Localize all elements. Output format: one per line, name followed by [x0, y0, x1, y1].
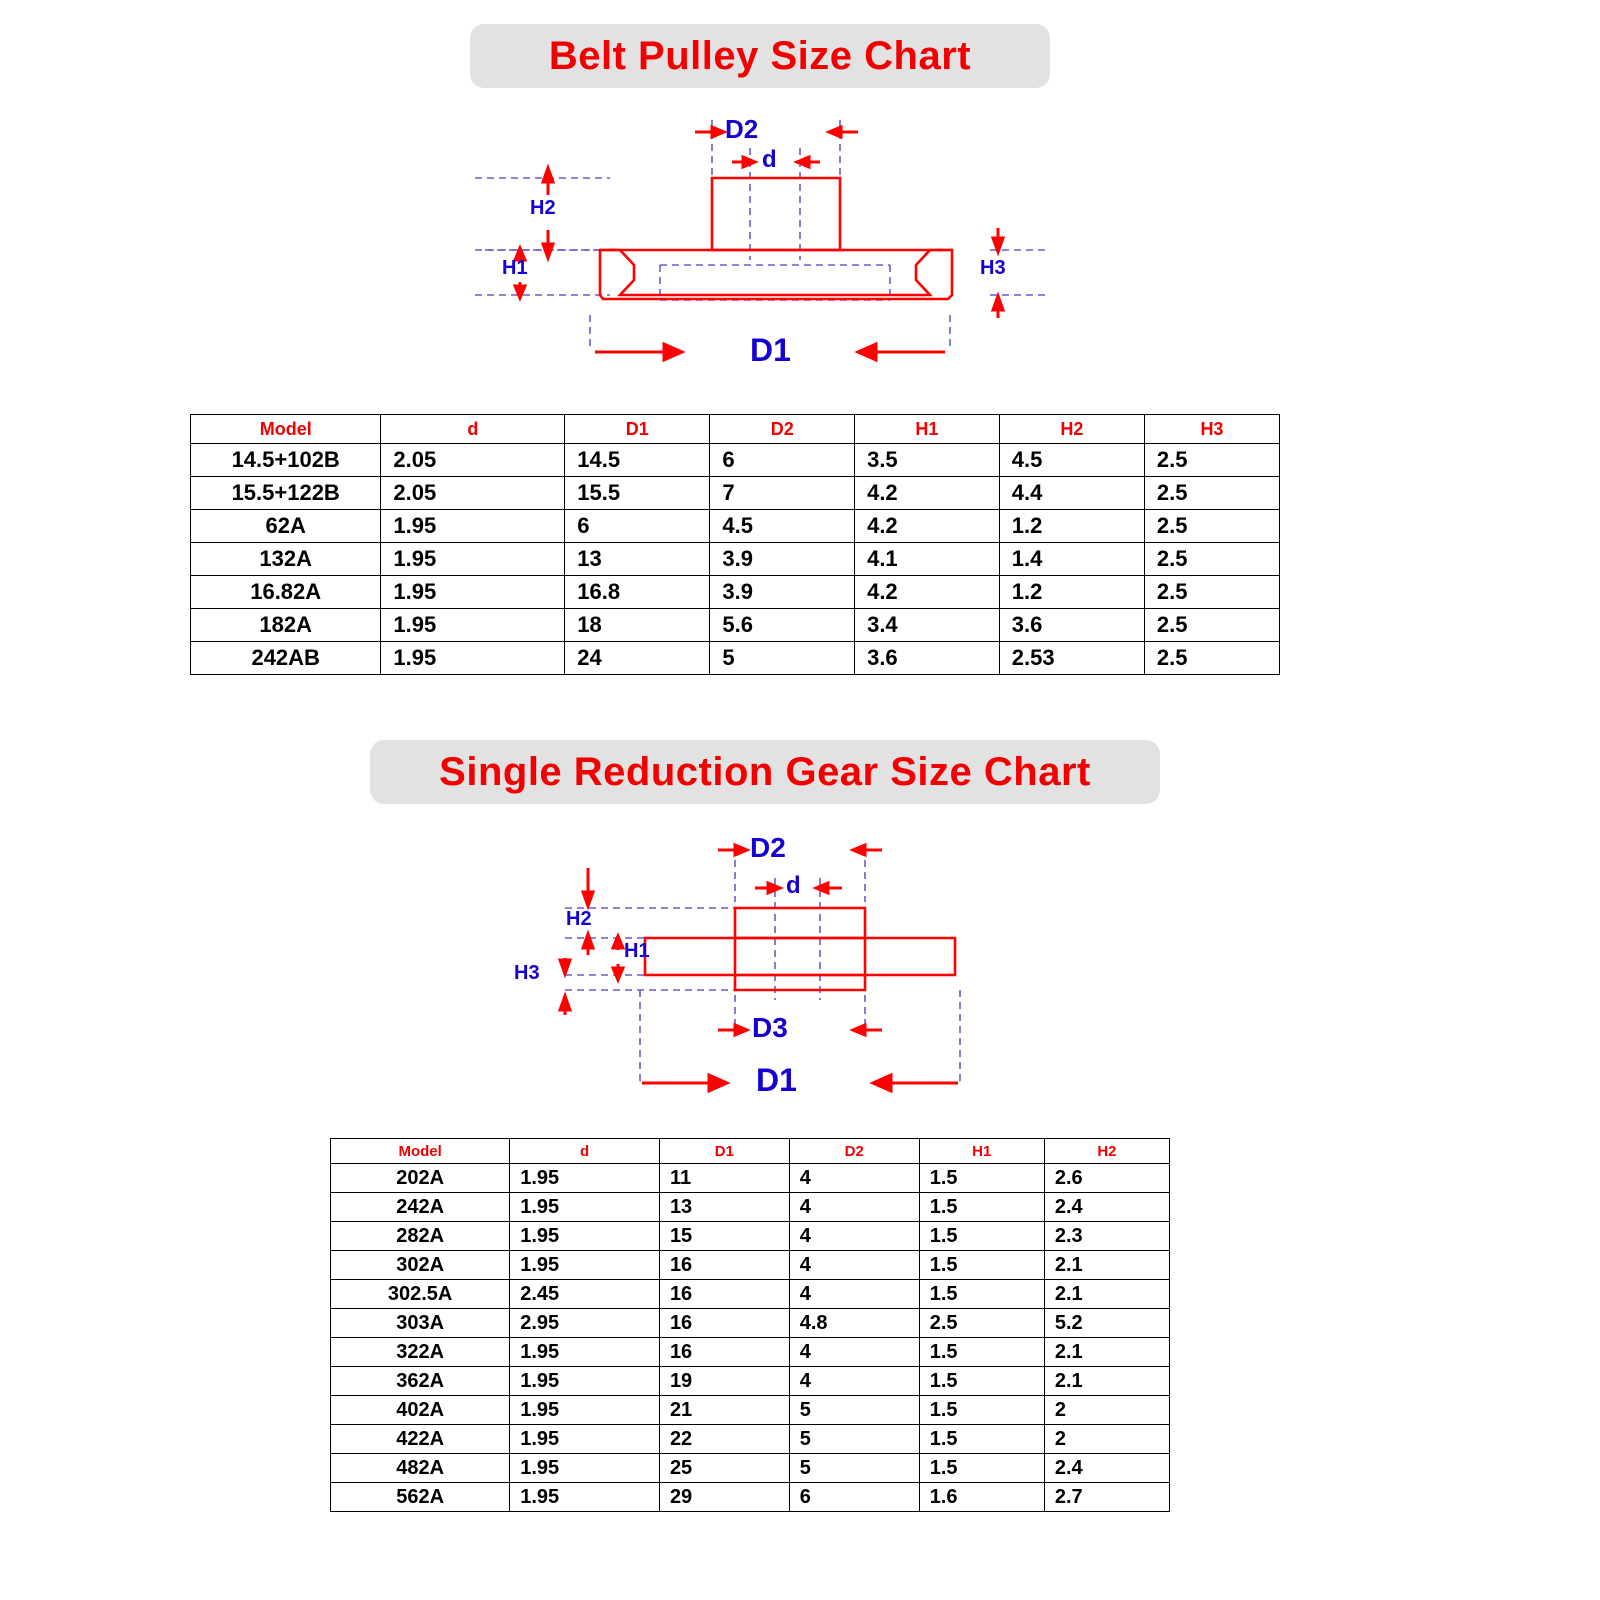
- pulley-label-d: d: [762, 146, 777, 173]
- cell-H1: 1.5: [919, 1164, 1044, 1193]
- pulley-label-H2: H2: [530, 197, 556, 219]
- cell-H2: 2: [1044, 1396, 1169, 1425]
- gear-label-D2: D2: [750, 832, 786, 863]
- table-row: [191, 543, 1280, 576]
- table-row: [191, 510, 1280, 543]
- table-row: [331, 1164, 1170, 1193]
- cell-model: 15.5+122B: [191, 477, 381, 510]
- pulley-label-D1: D1: [750, 332, 791, 368]
- cell-model: 16.82A: [191, 576, 381, 609]
- pulley-col-H1: H1: [855, 415, 1000, 444]
- cell-H3: 2.5: [1144, 609, 1279, 642]
- cell-H1: 1.5: [919, 1396, 1044, 1425]
- cell-D2: 5: [789, 1454, 919, 1483]
- cell-model: 302.5A: [331, 1280, 510, 1309]
- cell-model: 482A: [331, 1454, 510, 1483]
- gear-col-D1: D1: [659, 1139, 789, 1164]
- cell-model: 422A: [331, 1425, 510, 1454]
- table-row: [331, 1222, 1170, 1251]
- cell-H2: 2.3: [1044, 1222, 1169, 1251]
- cell-D1: 16: [659, 1251, 789, 1280]
- cell-D2: 5.6: [710, 609, 855, 642]
- table-header-row: [191, 415, 1280, 444]
- cell-D1: 29: [659, 1483, 789, 1512]
- cell-H1: 1.5: [919, 1193, 1044, 1222]
- cell-D1: 22: [659, 1425, 789, 1454]
- cell-model: 14.5+102B: [191, 444, 381, 477]
- cell-H1: 3.6: [855, 642, 1000, 675]
- cell-H1: 1.5: [919, 1251, 1044, 1280]
- cell-H1: 1.5: [919, 1280, 1044, 1309]
- table-row: [331, 1280, 1170, 1309]
- gear-chart-title: [370, 740, 1160, 804]
- cell-d: 2.05: [381, 444, 565, 477]
- pulley-col-H3: H3: [1144, 415, 1279, 444]
- cell-d: 1.95: [381, 642, 565, 675]
- cell-D1: 13: [565, 543, 710, 576]
- cell-D1: 6: [565, 510, 710, 543]
- cell-H2: 4.4: [999, 477, 1144, 510]
- gear-label-H1: H1: [624, 940, 650, 962]
- table-row: [331, 1251, 1170, 1280]
- gear-col-D2: D2: [789, 1139, 919, 1164]
- cell-H1: 3.4: [855, 609, 1000, 642]
- gear-label-D3: D3: [752, 1012, 788, 1043]
- single-reduction-gear-diagram: [490, 830, 1050, 1120]
- cell-d: 1.95: [510, 1164, 660, 1193]
- cell-model: 303A: [331, 1309, 510, 1338]
- cell-model: 242AB: [191, 642, 381, 675]
- cell-d: 1.95: [381, 510, 565, 543]
- gear-label-H3: H3: [514, 962, 540, 984]
- cell-H1: 1.6: [919, 1483, 1044, 1512]
- cell-H1: 1.5: [919, 1425, 1044, 1454]
- cell-d: 2.45: [510, 1280, 660, 1309]
- cell-d: 2.95: [510, 1309, 660, 1338]
- cell-D2: 7: [710, 477, 855, 510]
- cell-H2: 2.7: [1044, 1483, 1169, 1512]
- cell-D2: 4.8: [789, 1309, 919, 1338]
- cell-d: 2.05: [381, 477, 565, 510]
- cell-model: 402A: [331, 1396, 510, 1425]
- table-row: [331, 1338, 1170, 1367]
- cell-D2: 4: [789, 1251, 919, 1280]
- cell-d: 1.95: [510, 1454, 660, 1483]
- cell-H1: 2.5: [919, 1309, 1044, 1338]
- cell-model: 202A: [331, 1164, 510, 1193]
- table-row: [331, 1425, 1170, 1454]
- pulley-label-H3: H3: [980, 257, 1006, 279]
- cell-d: 1.95: [510, 1425, 660, 1454]
- gear-size-table: [330, 1138, 1170, 1512]
- table-row: [191, 576, 1280, 609]
- cell-d: 1.95: [510, 1222, 660, 1251]
- table-row: [191, 444, 1280, 477]
- cell-d: 1.95: [510, 1251, 660, 1280]
- table-row: [331, 1367, 1170, 1396]
- cell-d: 1.95: [510, 1483, 660, 1512]
- cell-D1: 16: [659, 1280, 789, 1309]
- cell-D2: 4: [789, 1338, 919, 1367]
- gear-col-H2: H2: [1044, 1139, 1169, 1164]
- pulley-col-H2: H2: [999, 415, 1144, 444]
- pulley-col-D2: D2: [710, 415, 855, 444]
- cell-H1: 4.2: [855, 510, 1000, 543]
- belt-pulley-diagram: [450, 100, 1070, 390]
- cell-D2: 5: [710, 642, 855, 675]
- cell-H2: 2: [1044, 1425, 1169, 1454]
- cell-H2: 2.1: [1044, 1251, 1169, 1280]
- cell-H2: 5.2: [1044, 1309, 1169, 1338]
- cell-model: 362A: [331, 1367, 510, 1396]
- table-row: [331, 1396, 1170, 1425]
- pulley-label-H1: H1: [502, 257, 528, 279]
- cell-D1: 21: [659, 1396, 789, 1425]
- cell-H3: 2.5: [1144, 543, 1279, 576]
- table-row: [191, 642, 1280, 675]
- cell-H2: 3.6: [999, 609, 1144, 642]
- cell-H3: 2.5: [1144, 510, 1279, 543]
- cell-model: 132A: [191, 543, 381, 576]
- cell-H1: 1.5: [919, 1367, 1044, 1396]
- cell-H1: 1.5: [919, 1338, 1044, 1367]
- gear-label-d: d: [786, 872, 801, 899]
- cell-d: 1.95: [381, 609, 565, 642]
- cell-D1: 16: [659, 1338, 789, 1367]
- table-row: [331, 1309, 1170, 1338]
- cell-model: 242A: [331, 1193, 510, 1222]
- gear-label-D1: D1: [756, 1062, 797, 1098]
- cell-D2: 4.5: [710, 510, 855, 543]
- cell-H1: 1.5: [919, 1454, 1044, 1483]
- cell-D2: 4: [789, 1222, 919, 1251]
- pulley-col-model: Model: [191, 415, 381, 444]
- cell-D1: 15.5: [565, 477, 710, 510]
- cell-H2: 2.1: [1044, 1367, 1169, 1396]
- cell-D1: 16.8: [565, 576, 710, 609]
- cell-D2: 6: [789, 1483, 919, 1512]
- table-row: [331, 1454, 1170, 1483]
- cell-H1: 4.2: [855, 576, 1000, 609]
- cell-D1: 19: [659, 1367, 789, 1396]
- cell-d: 1.95: [510, 1367, 660, 1396]
- cell-D1: 16: [659, 1309, 789, 1338]
- cell-H3: 2.5: [1144, 477, 1279, 510]
- cell-H2: 2.1: [1044, 1280, 1169, 1309]
- cell-d: 1.95: [510, 1338, 660, 1367]
- cell-D2: 4: [789, 1193, 919, 1222]
- cell-D1: 24: [565, 642, 710, 675]
- cell-D2: 4: [789, 1367, 919, 1396]
- cell-H2: 1.2: [999, 510, 1144, 543]
- table-header-row: [331, 1139, 1170, 1164]
- cell-D2: 5: [789, 1425, 919, 1454]
- cell-H1: 1.5: [919, 1222, 1044, 1251]
- cell-H2: 2.6: [1044, 1164, 1169, 1193]
- gear-col-model: Model: [331, 1139, 510, 1164]
- cell-d: 1.95: [510, 1396, 660, 1425]
- cell-D2: 3.9: [710, 543, 855, 576]
- cell-H2: 4.5: [999, 444, 1144, 477]
- cell-model: 322A: [331, 1338, 510, 1367]
- gear-col-d: d: [510, 1139, 660, 1164]
- cell-D1: 11: [659, 1164, 789, 1193]
- table-row: [191, 609, 1280, 642]
- cell-model: 282A: [331, 1222, 510, 1251]
- cell-model: 182A: [191, 609, 381, 642]
- belt-pulley-size-table: [190, 414, 1280, 675]
- table-row: [331, 1193, 1170, 1222]
- pulley-col-D1: D1: [565, 415, 710, 444]
- cell-H3: 2.5: [1144, 642, 1279, 675]
- cell-H2: 2.4: [1044, 1454, 1169, 1483]
- cell-D2: 6: [710, 444, 855, 477]
- cell-D2: 4: [789, 1164, 919, 1193]
- cell-D1: 13: [659, 1193, 789, 1222]
- pulley-title-text: Belt Pulley Size Chart: [548, 33, 972, 78]
- cell-D2: 5: [789, 1396, 919, 1425]
- cell-H1: 4.2: [855, 477, 1000, 510]
- cell-d: 1.95: [381, 576, 565, 609]
- cell-D1: 25: [659, 1454, 789, 1483]
- cell-H1: 3.5: [855, 444, 1000, 477]
- gear-title-text: Single Reduction Gear Size Chart: [439, 749, 1091, 794]
- cell-H1: 4.1: [855, 543, 1000, 576]
- cell-D1: 15: [659, 1222, 789, 1251]
- cell-H2: 2.4: [1044, 1193, 1169, 1222]
- pulley-chart-title: [470, 24, 1050, 88]
- cell-H3: 2.5: [1144, 576, 1279, 609]
- cell-D2: 4: [789, 1280, 919, 1309]
- cell-d: 1.95: [510, 1193, 660, 1222]
- cell-H2: 1.2: [999, 576, 1144, 609]
- cell-model: 562A: [331, 1483, 510, 1512]
- table-row: [191, 477, 1280, 510]
- cell-D1: 18: [565, 609, 710, 642]
- gear-label-H2: H2: [566, 908, 592, 930]
- cell-H2: 1.4: [999, 543, 1144, 576]
- pulley-col-d: d: [381, 415, 565, 444]
- cell-D1: 14.5: [565, 444, 710, 477]
- cell-model: 62A: [191, 510, 381, 543]
- cell-H2: 2.1: [1044, 1338, 1169, 1367]
- cell-H2: 2.53: [999, 642, 1144, 675]
- pulley-label-D2: D2: [725, 114, 759, 144]
- cell-D2: 3.9: [710, 576, 855, 609]
- cell-model: 302A: [331, 1251, 510, 1280]
- cell-H3: 2.5: [1144, 444, 1279, 477]
- gear-col-H1: H1: [919, 1139, 1044, 1164]
- cell-d: 1.95: [381, 543, 565, 576]
- table-row: [331, 1483, 1170, 1512]
